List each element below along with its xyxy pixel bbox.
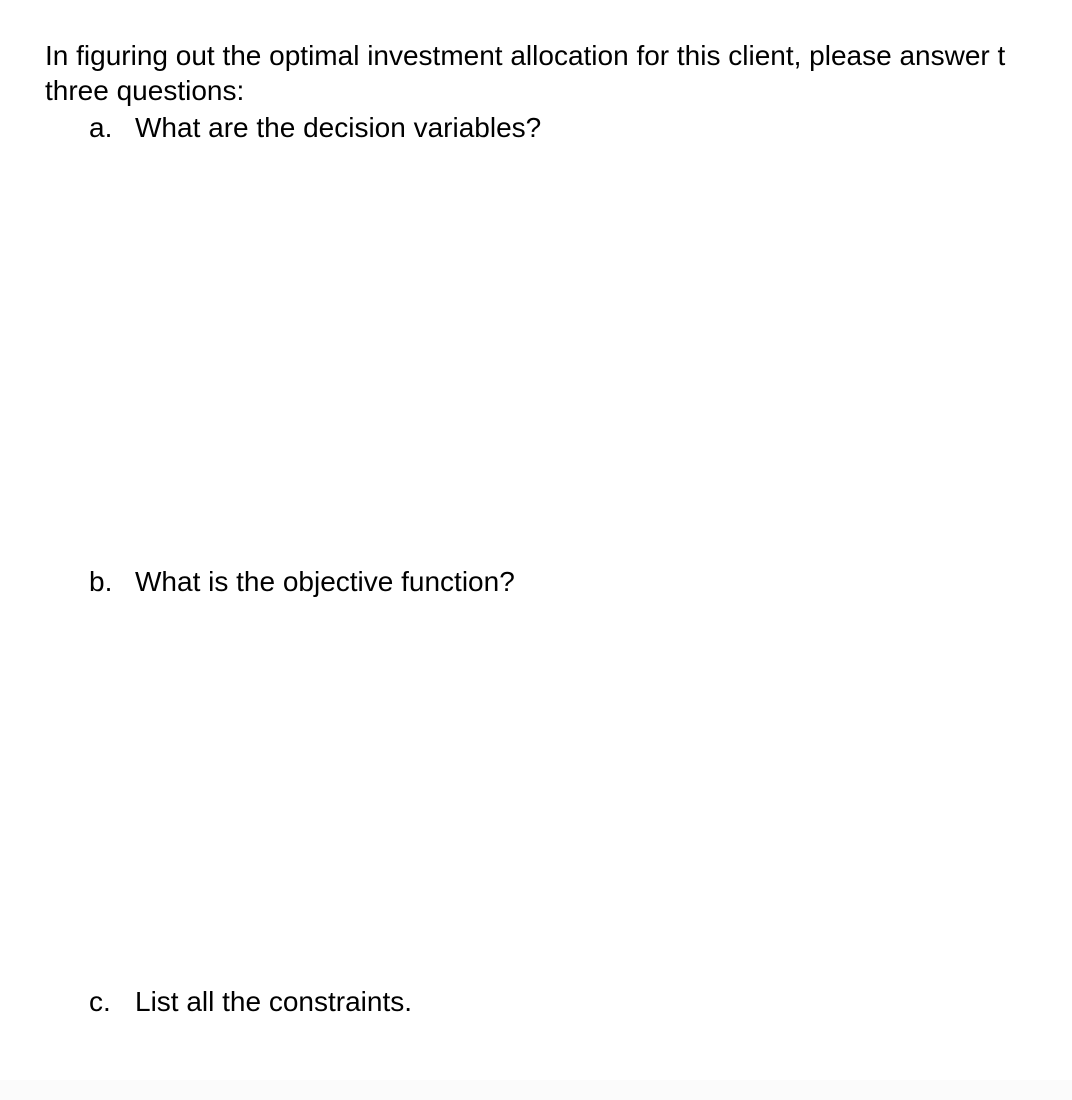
page-bottom-edge <box>0 1080 1072 1100</box>
question-c-text: List all the constraints. <box>135 986 413 1017</box>
question-b-text: What is the objective function? <box>135 566 515 597</box>
question-a-text: What are the decision variables? <box>135 112 542 143</box>
question-b <box>89 564 515 599</box>
question-a-marker: a. <box>89 112 113 143</box>
question-c <box>89 984 412 1019</box>
question-b-marker: b. <box>89 566 113 597</box>
intro-line-2: three questions: <box>45 75 245 106</box>
intro-line-1: In figuring out the optimal investment allocation for this client, please answer t <box>45 40 1006 71</box>
intro-paragraph <box>45 38 1072 108</box>
question-c-marker: c. <box>89 986 111 1017</box>
question-a <box>89 110 541 145</box>
